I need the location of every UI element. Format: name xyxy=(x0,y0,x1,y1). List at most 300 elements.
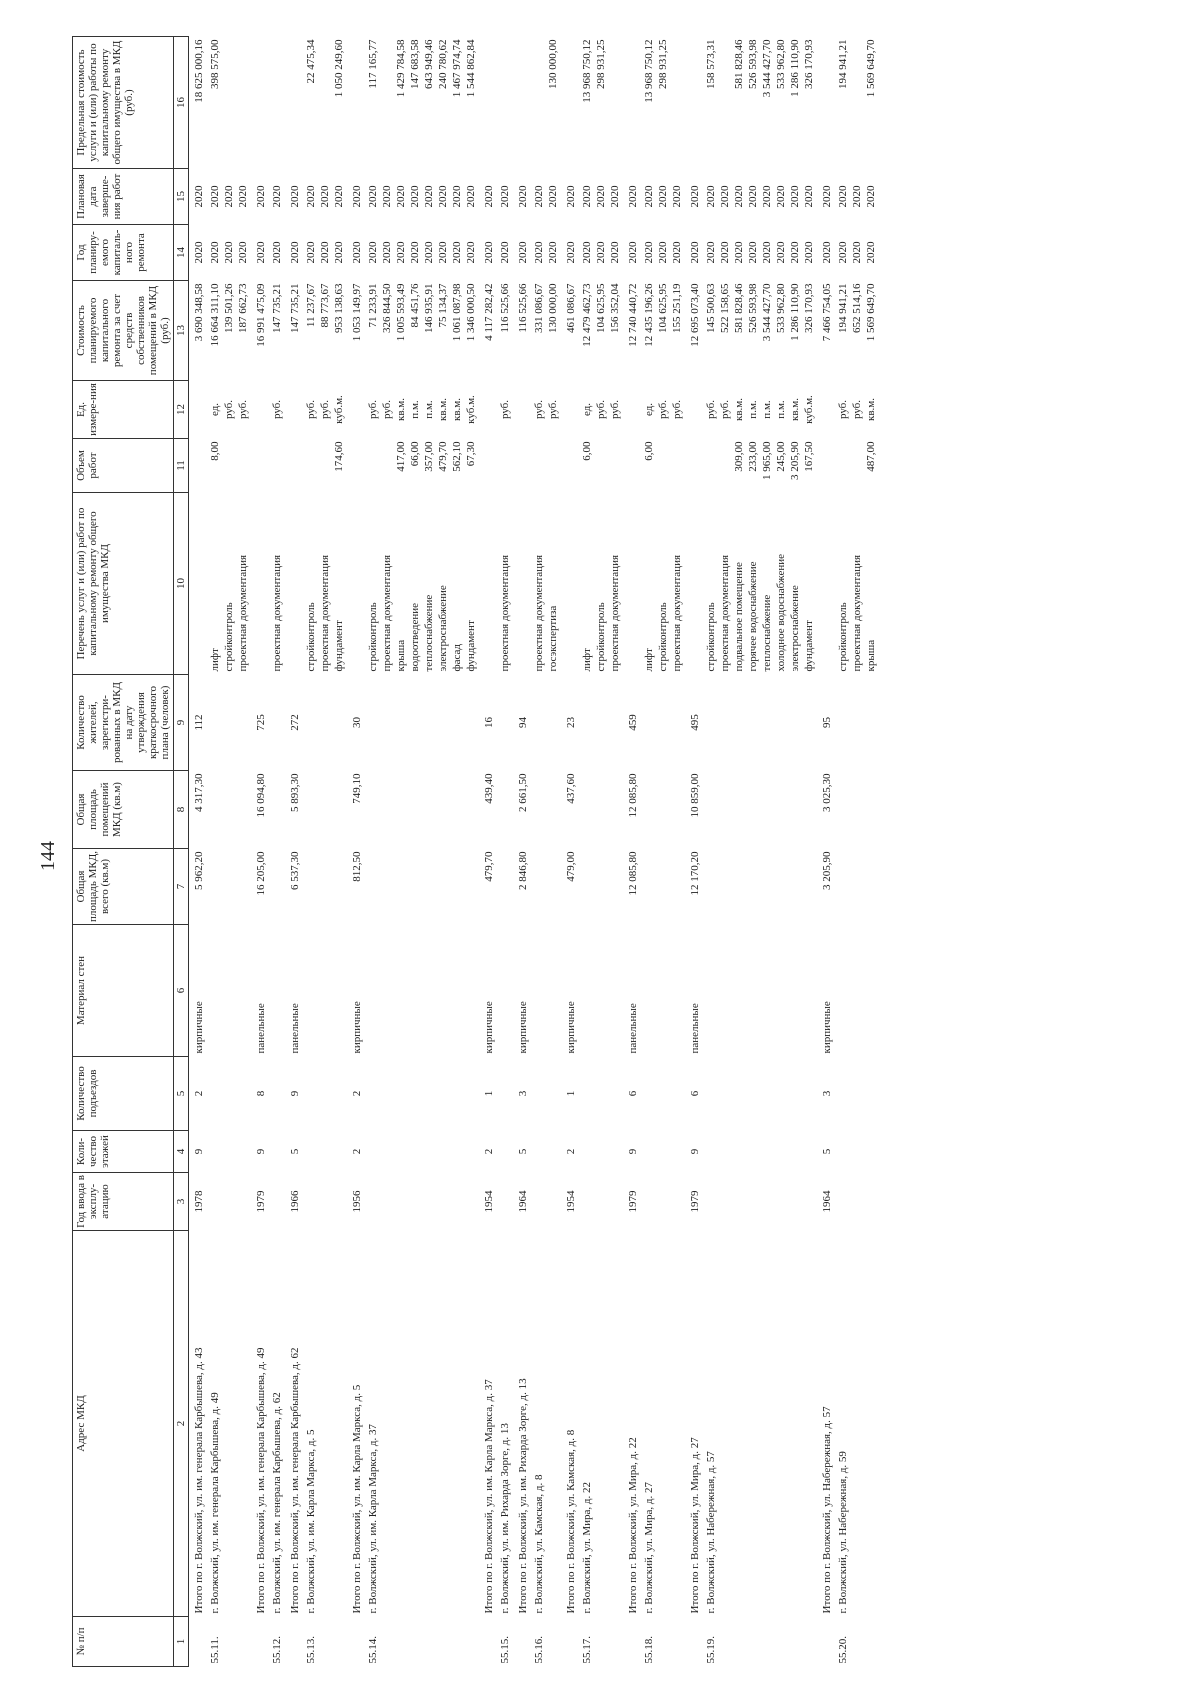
cost-item: 3 690 348,58 xyxy=(193,283,205,342)
limit-cost xyxy=(561,37,579,169)
unit-item: п.м. xyxy=(761,400,773,419)
plan-year-item: 2020 xyxy=(821,241,833,264)
area-rooms-cell xyxy=(641,771,685,849)
table-row xyxy=(303,37,347,1667)
work-type-item: фундамент xyxy=(803,620,815,672)
cost xyxy=(623,281,641,381)
year-cell: 1979 xyxy=(627,1190,639,1213)
volume xyxy=(347,439,365,493)
volume-item: 1 965,00 xyxy=(761,441,773,480)
cost xyxy=(579,281,623,381)
work-type-item: проектная документация xyxy=(381,554,393,672)
cost xyxy=(531,281,561,381)
work-type xyxy=(579,493,623,675)
total-row xyxy=(513,37,531,1667)
end-year-item: 2020 xyxy=(775,185,787,208)
end-year-item: 2020 xyxy=(547,185,559,208)
limit-cost-item xyxy=(532,40,546,166)
total-row xyxy=(817,37,835,1667)
plan-year-item: 2020 xyxy=(333,241,345,264)
volume-item: 487,00 xyxy=(865,441,877,472)
cost xyxy=(561,281,579,381)
end-year-item: 2020 xyxy=(367,185,379,208)
total-row xyxy=(285,37,303,1667)
plan-year-item: 2020 xyxy=(423,241,435,264)
area-total-cell xyxy=(703,849,817,925)
work-type xyxy=(189,493,208,675)
total-row xyxy=(479,37,497,1667)
limit-cost-item xyxy=(564,40,578,166)
end-year-item: 2020 xyxy=(193,185,205,208)
column-number: 6 xyxy=(174,925,189,1057)
end-year-item: 2020 xyxy=(851,185,863,208)
plan-year-item: 2020 xyxy=(775,241,787,264)
plan-year xyxy=(189,225,208,281)
limit-cost-item: 1 429 784,58 xyxy=(395,39,407,98)
work-type xyxy=(479,493,497,675)
residents-cell xyxy=(207,675,251,771)
material-cell: кирпичные xyxy=(517,1001,529,1054)
cost-item: 104 625,95 xyxy=(595,283,607,333)
year-cell: 1979 xyxy=(689,1190,701,1213)
plan-year xyxy=(347,225,365,281)
plan-year-item: 2020 xyxy=(437,241,449,264)
plan-year-item: 2020 xyxy=(789,241,801,264)
work-type-item: фасад xyxy=(451,643,463,672)
cost-item: 7 466 754,05 xyxy=(821,283,833,342)
end-year xyxy=(207,169,251,225)
floors-cell xyxy=(641,1131,685,1173)
work-type xyxy=(817,493,835,675)
unit xyxy=(303,381,347,439)
limit-cost-item xyxy=(270,40,284,166)
volume xyxy=(207,439,251,493)
table-row xyxy=(641,37,685,1667)
area-total-cell: 16 205,00 xyxy=(255,851,267,896)
volume-item xyxy=(608,442,622,490)
cost-item: 652 514,16 xyxy=(851,283,863,333)
plan-year-item: 2020 xyxy=(643,241,655,264)
total-row xyxy=(561,37,579,1667)
volume xyxy=(817,439,835,493)
column-number: 8 xyxy=(174,771,189,849)
column-number: 5 xyxy=(174,1057,189,1131)
total-row xyxy=(251,37,269,1667)
area-total-cell xyxy=(835,849,879,925)
column-number: 3 xyxy=(174,1173,189,1231)
rotated-table-container xyxy=(72,37,1134,1667)
end-year-item: 2020 xyxy=(237,185,249,208)
address-cell: Итого по г. Волжский, ул. им. Рихарда Зорге, д. 13 xyxy=(517,1378,529,1614)
year-cell: 1964 xyxy=(821,1190,833,1213)
year-cell xyxy=(269,1173,285,1231)
residents-cell xyxy=(531,675,561,771)
unit-item: куб.м. xyxy=(803,395,815,424)
plan-year-item: 2020 xyxy=(565,241,577,264)
residents-cell xyxy=(579,675,623,771)
row-number xyxy=(285,1617,303,1667)
column-header: Количество жителей, зарегистри-рованных в МКД на дату утверждения краткосрочного плана (человек) xyxy=(73,675,174,771)
limit-cost-item xyxy=(626,40,640,166)
unit xyxy=(251,381,269,439)
end-year-item: 2020 xyxy=(533,185,545,208)
address-cell: Итого по г. Волжский, ул. им. Карла Маркса, д. 37 xyxy=(483,1379,495,1614)
plan-year xyxy=(513,225,531,281)
row-number: 55.19. xyxy=(705,1636,717,1664)
end-year-item: 2020 xyxy=(803,185,815,208)
work-type-item: проектная документация xyxy=(719,554,731,672)
cost xyxy=(703,281,817,381)
unit xyxy=(579,381,623,439)
material-cell xyxy=(269,925,285,1057)
plan-year xyxy=(579,225,623,281)
volume-item xyxy=(380,442,394,490)
year-cell xyxy=(641,1173,685,1231)
limit-cost-item: 526 593,98 xyxy=(747,39,759,89)
cost-item: 526 593,98 xyxy=(747,283,759,333)
plan-year-item: 2020 xyxy=(409,241,421,264)
address-cell: г. Волжский, ул. Камская, д. 8 xyxy=(533,1474,545,1614)
cost xyxy=(365,281,479,381)
end-year-item: 2020 xyxy=(689,185,701,208)
unit-item: ед. xyxy=(581,402,593,417)
area-total-cell xyxy=(641,849,685,925)
plan-year xyxy=(835,225,879,281)
material-cell xyxy=(641,925,685,1057)
cost-item: 3 544 427,70 xyxy=(761,283,773,342)
end-year xyxy=(531,169,561,225)
cost-item: 1 286 110,90 xyxy=(789,283,801,341)
residents-cell xyxy=(269,675,285,771)
cost xyxy=(835,281,879,381)
column-header: Стоимость планируемого капитального ремонта за счет средств собственников помещений в МКД (руб.) xyxy=(73,281,174,381)
end-year-item: 2020 xyxy=(305,185,317,208)
end-year-item: 2020 xyxy=(657,185,669,208)
residents-cell: 112 xyxy=(193,714,205,731)
column-number: 14 xyxy=(174,225,189,281)
floors-cell xyxy=(579,1131,623,1173)
end-year-item: 2020 xyxy=(289,185,301,208)
limit-cost xyxy=(189,37,208,169)
work-type-item: проектная документация xyxy=(533,554,545,672)
unit-item: руб. xyxy=(305,399,317,420)
limit-cost-item: 1 467 974,74 xyxy=(451,39,463,98)
work-type xyxy=(365,493,479,675)
area-rooms-cell xyxy=(497,771,513,849)
plan-year-item: 2020 xyxy=(761,241,773,264)
end-year-item: 2020 xyxy=(499,185,511,208)
material-cell: кирпичные xyxy=(193,1001,205,1054)
entrances-cell xyxy=(579,1057,623,1131)
header-row xyxy=(73,37,174,1667)
year-cell xyxy=(835,1173,879,1231)
volume xyxy=(479,439,497,493)
volume-item: 309,00 xyxy=(733,441,745,472)
limit-cost xyxy=(285,37,303,169)
unit-item: руб. xyxy=(547,399,559,420)
entrances-cell: 2 xyxy=(193,1090,205,1097)
plan-year-item: 2020 xyxy=(381,241,393,264)
column-header: Год планиру-емого капиталь-ного ремонта xyxy=(73,225,174,281)
end-year-item: 2020 xyxy=(255,185,267,208)
end-year xyxy=(479,169,497,225)
work-type-item: стройконтроль xyxy=(223,602,235,672)
entrances-cell xyxy=(641,1057,685,1131)
area-total-cell: 6 537,30 xyxy=(289,851,301,890)
unit-item: руб. xyxy=(705,399,717,420)
limit-cost xyxy=(641,37,685,169)
volume-item xyxy=(270,442,284,490)
floors-cell xyxy=(835,1131,879,1173)
column-header: Ед. измере-ния xyxy=(73,381,174,439)
row-number: 55.14. xyxy=(367,1636,379,1664)
end-year xyxy=(303,169,347,225)
residents-cell: 16 xyxy=(483,717,495,728)
work-type xyxy=(251,493,269,675)
plan-year-item: 2020 xyxy=(271,241,283,264)
column-header: Количество подъездов xyxy=(73,1057,174,1131)
limit-cost-item xyxy=(516,40,530,166)
work-type-item: стройконтроль xyxy=(705,602,717,672)
cost-item: 130 000,00 xyxy=(547,283,559,333)
plan-year-item: 2020 xyxy=(837,241,849,264)
limit-cost-item xyxy=(236,40,250,166)
limit-cost-item: 18 625 000,16 xyxy=(193,39,205,103)
end-year xyxy=(189,169,208,225)
work-type-item: проектная документация xyxy=(319,554,331,672)
material-cell xyxy=(303,925,347,1057)
volume-item: 3 205,90 xyxy=(789,441,801,480)
end-year xyxy=(251,169,269,225)
address-cell: г. Волжский, ул. им. Карла Маркса, д. 5 xyxy=(305,1429,317,1614)
year-cell xyxy=(303,1173,347,1231)
volume-item xyxy=(594,442,608,490)
cost xyxy=(207,281,251,381)
unit-item: руб. xyxy=(319,399,331,420)
volume-item xyxy=(546,442,560,490)
address-cell: г. Волжский, ул. им. Рихарда Зорге, д. 13 xyxy=(499,1423,511,1614)
column-number: 13 xyxy=(174,281,189,381)
unit-item: руб. xyxy=(499,399,511,420)
plan-year xyxy=(817,225,835,281)
volume-item xyxy=(670,442,684,490)
unit-item: руб. xyxy=(367,399,379,420)
work-type-item: лифт xyxy=(209,648,221,672)
column-number: 11 xyxy=(174,439,189,493)
volume xyxy=(285,439,303,493)
floors-cell: 5 xyxy=(289,1148,301,1155)
cost xyxy=(513,281,531,381)
end-year-item: 2020 xyxy=(565,185,577,208)
work-type xyxy=(207,493,251,675)
row-number: 55.18. xyxy=(643,1636,655,1664)
work-type-item: проектная документация xyxy=(237,554,249,672)
limit-cost-item xyxy=(318,40,332,166)
work-type-item: стройконтроль xyxy=(837,602,849,672)
material-cell xyxy=(497,925,513,1057)
volume xyxy=(703,439,817,493)
year-cell: 1979 xyxy=(255,1190,267,1213)
plan-year-item: 2020 xyxy=(595,241,607,264)
unit-item: руб. xyxy=(851,399,863,420)
table-row xyxy=(269,37,285,1667)
plan-year xyxy=(285,225,303,281)
work-type xyxy=(497,493,513,675)
cost-item: 1 005 593,49 xyxy=(395,283,407,342)
limit-cost xyxy=(817,37,835,169)
unit xyxy=(497,381,513,439)
work-type-item: стройконтроль xyxy=(595,602,607,672)
entrances-cell xyxy=(303,1057,347,1131)
volume-item: 167,50 xyxy=(803,441,815,472)
volume-item: 6,00 xyxy=(643,441,655,461)
column-header: Общая площадь МКД, всего (кв.м) xyxy=(73,849,174,925)
cost-item: 1 061 087,98 xyxy=(451,283,463,342)
table-row xyxy=(497,37,513,1667)
cost xyxy=(817,281,835,381)
limit-cost xyxy=(623,37,641,169)
unit-item: руб. xyxy=(609,399,621,420)
plan-year-item: 2020 xyxy=(851,241,863,264)
limit-cost-item xyxy=(350,40,364,166)
floors-cell xyxy=(497,1131,513,1173)
end-year-item: 2020 xyxy=(451,185,463,208)
column-numbers-row xyxy=(174,37,189,1667)
cost xyxy=(251,281,269,381)
table-row xyxy=(579,37,623,1667)
area-rooms-cell: 4 317,30 xyxy=(193,773,205,812)
work-type-item: проектная документация xyxy=(609,554,621,672)
limit-cost-item xyxy=(482,40,496,166)
entrances-cell xyxy=(207,1057,251,1131)
end-year-item: 2020 xyxy=(761,185,773,208)
year-cell: 1956 xyxy=(351,1190,363,1213)
work-type-item: стройконтроль xyxy=(305,602,317,672)
end-year-item: 2020 xyxy=(595,185,607,208)
cost xyxy=(685,281,703,381)
end-year-item: 2020 xyxy=(223,185,235,208)
cost-item: 16 664 311,10 xyxy=(209,283,221,347)
plan-year-item: 2020 xyxy=(465,241,477,264)
year-cell xyxy=(365,1173,479,1231)
end-year-item: 2020 xyxy=(609,185,621,208)
address-cell: Итого по г. Волжский, ул. Мира, д. 27 xyxy=(689,1437,701,1614)
row-number: 55.12. xyxy=(271,1636,283,1664)
row-number xyxy=(561,1617,579,1667)
cost-item: 522 158,65 xyxy=(719,283,731,333)
area-total-cell: 2 846,80 xyxy=(517,851,529,890)
area-total-cell xyxy=(497,849,513,925)
limit-cost-item: 1 286 110,90 xyxy=(789,39,801,97)
cost-item: 12 740 440,72 xyxy=(627,283,639,347)
address-cell: г. Волжский, ул. им. генерала Карбышева, д. 49 xyxy=(209,1392,221,1614)
page-number xyxy=(37,841,59,885)
plan-year xyxy=(251,225,269,281)
unit xyxy=(703,381,817,439)
cost-item: 146 935,91 xyxy=(423,283,435,333)
volume xyxy=(497,439,513,493)
volume-item: 66,00 xyxy=(409,441,421,467)
table-body xyxy=(189,37,880,1667)
end-year-item: 2020 xyxy=(271,185,283,208)
work-type xyxy=(703,493,817,675)
limit-cost-item xyxy=(254,40,268,166)
unit-item: руб. xyxy=(223,399,235,420)
work-type xyxy=(641,493,685,675)
cost-item: 1 053 149,97 xyxy=(351,283,363,342)
limit-cost xyxy=(703,37,817,169)
end-year-item: 2020 xyxy=(437,185,449,208)
column-header: Коли-чество этажей xyxy=(73,1131,174,1173)
year-cell xyxy=(531,1173,561,1231)
plan-year xyxy=(561,225,579,281)
plan-year xyxy=(497,225,513,281)
volume-item xyxy=(304,442,318,490)
end-year xyxy=(365,169,479,225)
row-number xyxy=(251,1617,269,1667)
work-type xyxy=(531,493,561,675)
limit-cost-item: 533 962,80 xyxy=(775,39,787,89)
volume-item: 245,00 xyxy=(775,441,787,472)
volume-item: 233,00 xyxy=(747,441,759,472)
limit-cost-item: 194 941,21 xyxy=(837,39,849,89)
floors-cell xyxy=(365,1131,479,1173)
area-rooms-cell xyxy=(703,771,817,849)
area-rooms-cell xyxy=(579,771,623,849)
limit-cost-item: 643 949,46 xyxy=(423,39,435,89)
limit-cost xyxy=(835,37,879,169)
column-number: 9 xyxy=(174,675,189,771)
unit-item: куб.м. xyxy=(333,395,345,424)
volume xyxy=(561,439,579,493)
plan-year-item: 2020 xyxy=(803,241,815,264)
cost-item: 326 170,93 xyxy=(803,283,815,333)
page-number-text: 144 xyxy=(37,841,59,871)
work-type xyxy=(347,493,365,675)
plan-year-item: 2020 xyxy=(671,241,683,264)
plan-year-item: 2020 xyxy=(547,241,559,264)
end-year-item: 2020 xyxy=(209,185,221,208)
area-total-cell xyxy=(531,849,561,925)
unit-item: руб. xyxy=(271,399,283,420)
material-cell xyxy=(703,925,817,1057)
cost-item: 194 941,21 xyxy=(837,283,849,333)
area-rooms-cell: 439,40 xyxy=(483,773,495,804)
volume xyxy=(303,439,347,493)
table-row xyxy=(835,37,879,1667)
floors-cell xyxy=(531,1131,561,1173)
limit-cost-item: 298 931,25 xyxy=(657,39,669,89)
table-header xyxy=(73,37,189,1667)
limit-cost xyxy=(497,37,513,169)
volume xyxy=(623,439,641,493)
limit-cost-item: 398 575,00 xyxy=(209,39,221,89)
plan-year-item: 2020 xyxy=(865,241,877,264)
floors-cell: 2 xyxy=(565,1148,577,1155)
unit xyxy=(207,381,251,439)
unit-item: кв.м. xyxy=(395,398,407,421)
area-rooms-cell xyxy=(835,771,879,849)
end-year-item: 2020 xyxy=(381,185,393,208)
material-cell: панельные xyxy=(289,1003,301,1054)
total-row xyxy=(623,37,641,1667)
cost xyxy=(269,281,285,381)
unit xyxy=(347,381,365,439)
plan-year-item: 2020 xyxy=(451,241,463,264)
unit-item: руб. xyxy=(533,399,545,420)
year-cell: 1978 xyxy=(193,1190,205,1213)
cost-item: 4 117 282,42 xyxy=(483,283,495,341)
